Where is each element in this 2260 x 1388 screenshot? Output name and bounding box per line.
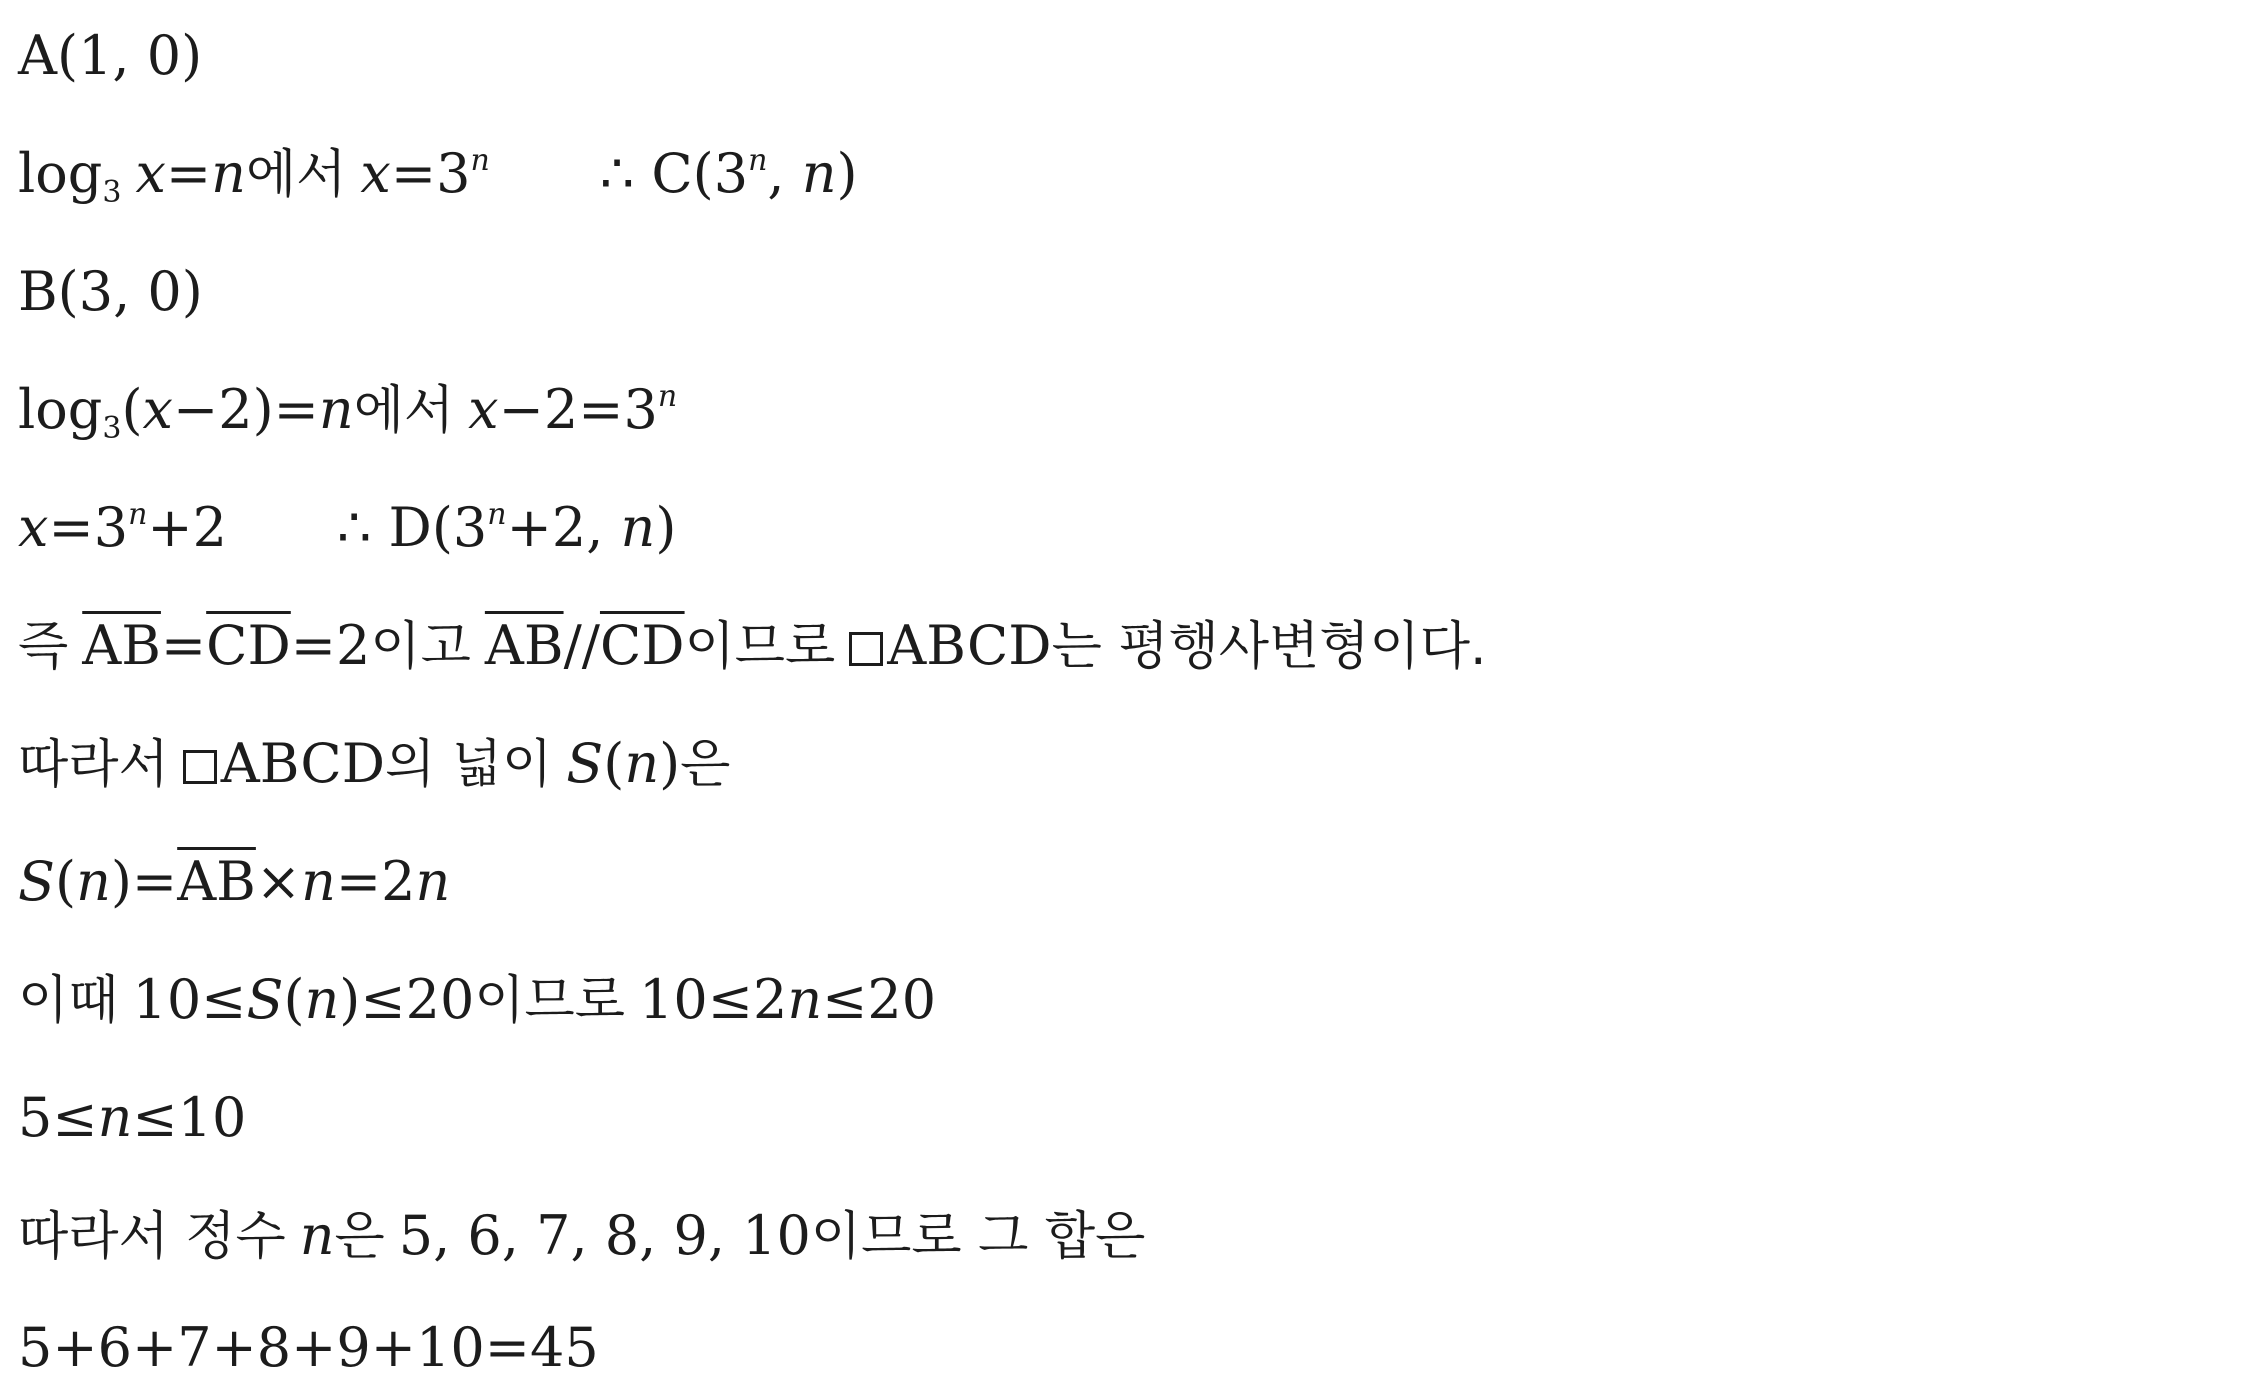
segment-cd: $\overline{CD}$ bbox=[206, 614, 291, 677]
korean-text: 이므로 bbox=[684, 617, 836, 677]
var-n: n bbox=[76, 850, 111, 913]
quad-abcd: ABCD bbox=[220, 732, 385, 795]
korean-text: 에서 bbox=[353, 381, 455, 441]
line-point-d bbox=[18, 488, 676, 568]
line-sum bbox=[18, 1308, 599, 1388]
line-log-x-minus-2 bbox=[18, 370, 677, 450]
line-point-b bbox=[18, 252, 203, 332]
equals: = bbox=[165, 142, 212, 205]
open-paren: ( bbox=[55, 850, 77, 913]
line-range bbox=[18, 1078, 246, 1158]
sum-result: 5+6+7+8+9+10=45 bbox=[18, 1316, 599, 1379]
equals-two: =2 bbox=[335, 850, 416, 913]
korean-text: 은 bbox=[680, 735, 731, 795]
var-n: n bbox=[304, 968, 340, 1031]
integer-list: 5, 6, 7, 8, 9, 10 bbox=[398, 1204, 811, 1267]
var-n: n bbox=[97, 1086, 133, 1149]
point-b: B(3, 0) bbox=[18, 260, 203, 323]
equals: = bbox=[160, 614, 207, 677]
var-n: n bbox=[211, 142, 246, 205]
close-le-twenty: )≤20 bbox=[339, 968, 475, 1031]
var-n: n bbox=[624, 732, 660, 795]
log-word: log bbox=[18, 142, 103, 205]
open-paren: ( bbox=[121, 378, 143, 441]
exponent-n: n bbox=[487, 497, 507, 532]
close-paren-equals: )= bbox=[110, 850, 178, 913]
korean-text: 즉 bbox=[18, 617, 69, 677]
var-n: n bbox=[801, 142, 837, 205]
line-area-formula bbox=[18, 842, 450, 922]
point-a: A(1, 0) bbox=[18, 24, 203, 87]
var-s: S bbox=[566, 732, 604, 795]
korean-text: 따라서 bbox=[18, 735, 169, 795]
korean-text: 의 넓이 bbox=[385, 735, 553, 795]
log-base: 3 bbox=[102, 175, 122, 210]
exponent-n: n bbox=[470, 143, 490, 178]
korean-text: 이때 bbox=[18, 971, 119, 1031]
times-sign: × bbox=[255, 850, 302, 913]
ten-le: 10≤ bbox=[132, 968, 247, 1031]
therefore-d: ∴ D(3 bbox=[337, 496, 488, 559]
line-integers bbox=[18, 1196, 1145, 1276]
korean-text: 는 평행사변형이다. bbox=[1051, 617, 1487, 677]
square-icon bbox=[849, 632, 883, 666]
var-x: x bbox=[468, 378, 499, 441]
var-x: x bbox=[135, 142, 166, 205]
var-n: n bbox=[299, 1204, 335, 1267]
korean-text: 따라서 정수 bbox=[18, 1207, 286, 1267]
therefore-c: ∴ C(3 bbox=[599, 142, 749, 205]
var-s: S bbox=[18, 850, 55, 913]
equals-three: =3 bbox=[390, 142, 471, 205]
le-twenty: ≤20 bbox=[822, 968, 937, 1031]
var-x: x bbox=[360, 142, 391, 205]
comma: , bbox=[767, 142, 802, 205]
var-n: n bbox=[620, 496, 656, 559]
var-n: n bbox=[415, 850, 451, 913]
line-inequality bbox=[18, 960, 936, 1040]
korean-text: 이고 bbox=[370, 617, 471, 677]
equals-two: =2 bbox=[290, 614, 371, 677]
quad-abcd: ABCD bbox=[887, 614, 1052, 677]
open-paren: ( bbox=[283, 968, 305, 1031]
ten-le-two: 10≤2 bbox=[639, 968, 788, 1031]
var-s: S bbox=[246, 968, 284, 1031]
close-paren: ) bbox=[836, 142, 858, 205]
var-x: x bbox=[142, 378, 173, 441]
exponent-n: n bbox=[128, 497, 148, 532]
var-x: x bbox=[18, 496, 49, 559]
korean-text: 이므로 bbox=[474, 971, 626, 1031]
korean-text: 은 bbox=[334, 1207, 385, 1267]
minus-two-equals: −2)= bbox=[173, 378, 319, 441]
open-paren: ( bbox=[603, 732, 625, 795]
square-icon bbox=[183, 750, 217, 784]
korean-text: 에서 bbox=[245, 145, 347, 205]
plus-two: +2 bbox=[147, 496, 228, 559]
plus-two-comma: +2, bbox=[506, 496, 621, 559]
close-paren: ) bbox=[655, 496, 677, 559]
five-le: 5≤ bbox=[18, 1086, 98, 1149]
parallel-sign: // bbox=[563, 614, 600, 677]
line-parallelogram bbox=[18, 606, 1487, 686]
line-point-a bbox=[18, 16, 202, 96]
line-log-x bbox=[18, 134, 858, 214]
exponent-n: n bbox=[748, 143, 768, 178]
korean-text: 이므로 그 합은 bbox=[810, 1207, 1146, 1267]
segment-ab: $\overline{AB}$ bbox=[82, 614, 161, 677]
var-n: n bbox=[787, 968, 823, 1031]
segment-ab: $\overline{AB}$ bbox=[177, 850, 256, 913]
segment-cd: $\overline{CD}$ bbox=[599, 614, 685, 677]
exponent-n: n bbox=[657, 379, 678, 414]
var-n: n bbox=[301, 850, 336, 913]
close-paren: ) bbox=[659, 732, 681, 795]
segment-ab: $\overline{AB}$ bbox=[484, 614, 564, 677]
minus-two-equals-three: −2=3 bbox=[498, 378, 658, 441]
var-n: n bbox=[318, 378, 354, 441]
line-area-intro bbox=[18, 724, 730, 804]
log-base: 3 bbox=[102, 411, 122, 446]
log-word: log bbox=[18, 378, 103, 441]
le-ten: ≤10 bbox=[132, 1086, 247, 1149]
equals-three: =3 bbox=[48, 496, 129, 559]
